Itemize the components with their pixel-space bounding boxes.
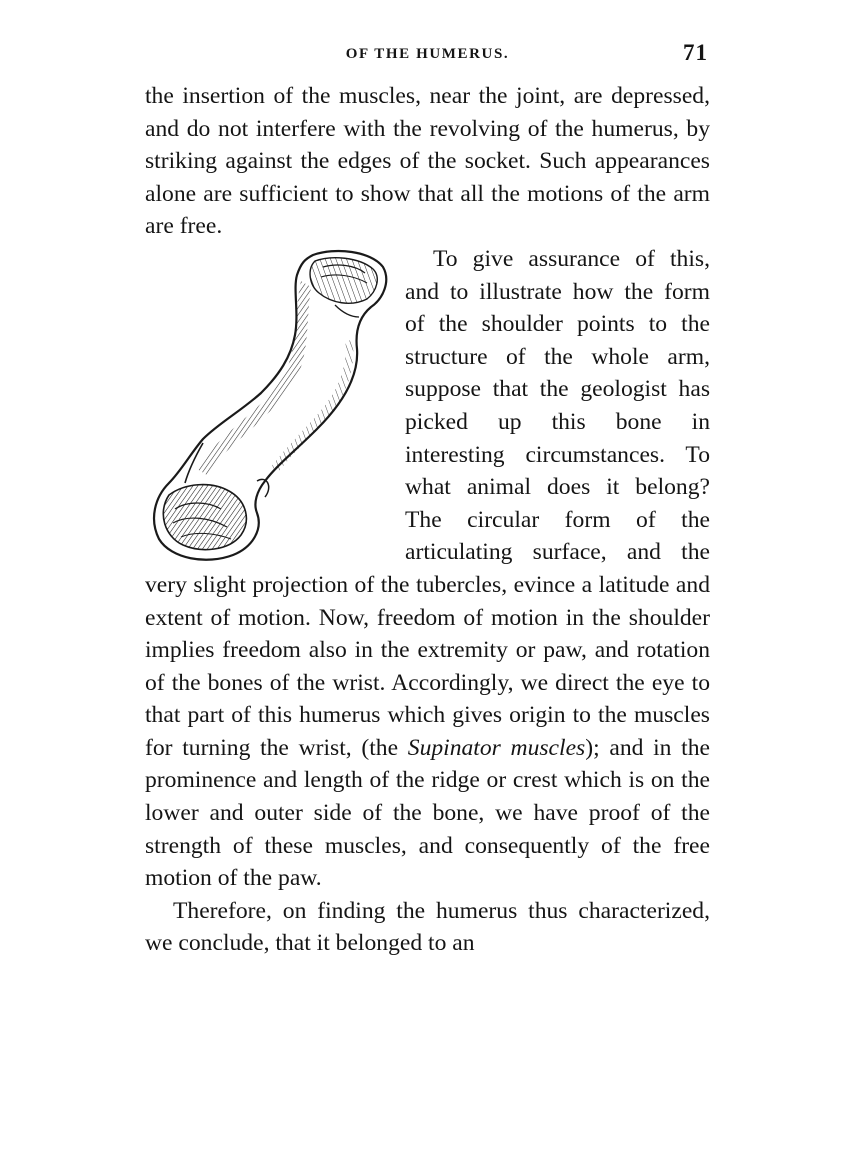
running-head: [145, 40, 710, 80]
paragraph-continued: the insertion of the muscles, near the joint, are depressed, and do not interfere with the revolving of the humerus, by striking against the edges of the socket. Such appearances alone are sufficient to show that all the motions of the arm are free.: [145, 83, 710, 240]
supinator-muscles-term: Supinator muscles: [407, 734, 586, 761]
paragraph-main-text-1: To give assurance of this, and to illustrate how the form of the shoulder points to the structure of the whole arm, suppose that the geologist has picked up this bone in interesting circumstances. To what animal does it belong? The circular form of the articulating surface, and the very slight projection of the tubercles, evince a latitude and extent of motion. Now, freedom of motion in the shoulder implies freedom also in the extremity or paw, and rotation of the bones of the wrist. Accordingly, we direct the eye to that part of this humerus which gives origin to the muscles for turning the wrist, (the: [145, 245, 710, 761]
page-number: 71: [683, 40, 708, 65]
book-page: [145, 40, 710, 1130]
paragraph-conclusion: Therefore, on finding the humerus thus characterized, we conclude, that it belonged to an: [145, 897, 710, 957]
humerus-bone-icon: [145, 247, 393, 565]
body-text: [145, 80, 710, 960]
paragraph-main-text-2: ); and in the prominence and length of the ridge or crest which is on the lower and outer side of the bone, we have proof of the strength of these muscles, and consequently of the free motion of the paw.: [145, 734, 711, 892]
running-title: OF THE HUMERUS.: [345, 46, 510, 62]
humerus-bone-illustration: [145, 247, 393, 565]
